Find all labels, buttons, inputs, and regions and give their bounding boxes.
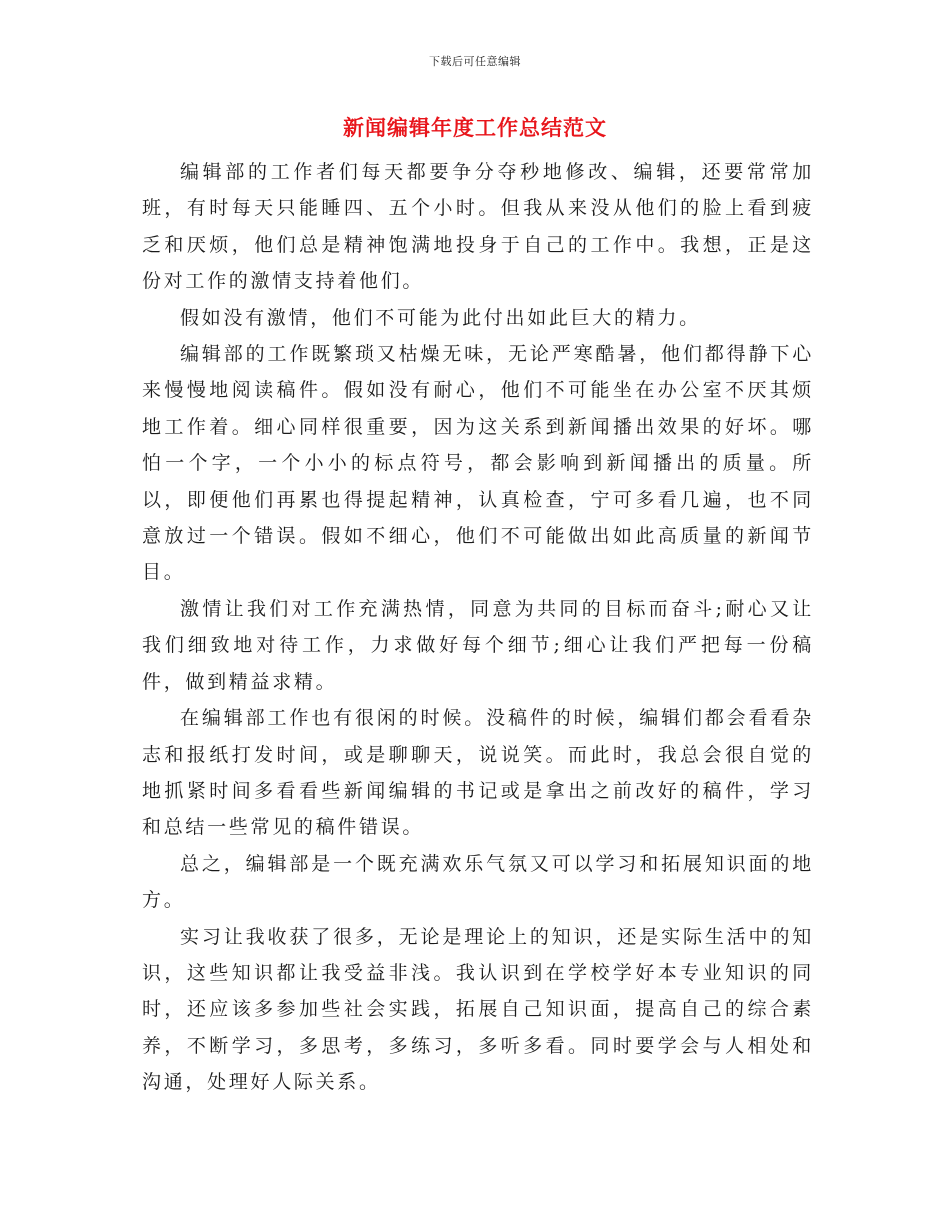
paragraph-7: 实习让我收获了很多，无论是理论上的知识，还是实际生活中的知识，这些知识都让我受益非浅。我认识到在学校学好本专业知识的同时，还应该多参加些社会实践，拓展自己知识面，提高自己的综合素养，不断学习，多思考，多练习，多听多看。同时要学会与人相处和沟通，处理好人际关系。	[142, 925, 814, 1094]
header-note: 下载后可任意编辑	[429, 55, 521, 68]
paragraph-3: 编辑部的工作既繁琐又枯燥无味，无论严寒酷暑，他们都得静下心来慢慢地阅读稿件。假如没有耐心，他们不可能坐在办公室不厌其烦地工作着。细心同样很重要，因为这关系到新闻播出效果的好坏。哪怕一个字，一个小小的标点符号，都会影响到新闻播出的质量。所以，即便他们再累也得提起精神，认真检查，宁可多看几遍，也不同意放过一个错误。假如不细心，他们不可能做出如此高质量的新闻节目。	[142, 343, 814, 584]
document-body	[142, 154, 814, 1101]
paragraph-4: 激情让我们对工作充满热情，同意为共同的目标而奋斗;耐心又让我们细致地对待工作，力求做好每个细节;细心让我们严把每一份稿件，做到精益求精。	[142, 597, 814, 693]
paragraph-1: 编辑部的工作者们每天都要争分夺秒地修改、编辑，还要常常加班，有时每天只能睡四、五个小时。但我从来没从他们的脸上看到疲乏和厌烦，他们总是精神饱满地投身于自己的工作中。我想，正是这份对工作的激情支持着他们。	[142, 161, 814, 293]
paragraph-5: 在编辑部工作也有很闲的时候。没稿件的时候，编辑们都会看看杂志和报纸打发时间，或是聊聊天，说说笑。而此时，我总会很自觉的地抓紧时间多看看些新闻编辑的书记或是拿出之前改好的稿件，学习和总结一些常见的稿件错误。	[142, 707, 814, 839]
page-title: 新闻编辑年度工作总结范文	[343, 115, 607, 140]
paragraph-2: 假如没有激情，他们不可能为此付出如此巨大的精力。	[180, 306, 701, 329]
paragraph-6: 总之，编辑部是一个既充满欢乐气氛又可以学习和拓展知识面的地方。	[142, 852, 814, 912]
